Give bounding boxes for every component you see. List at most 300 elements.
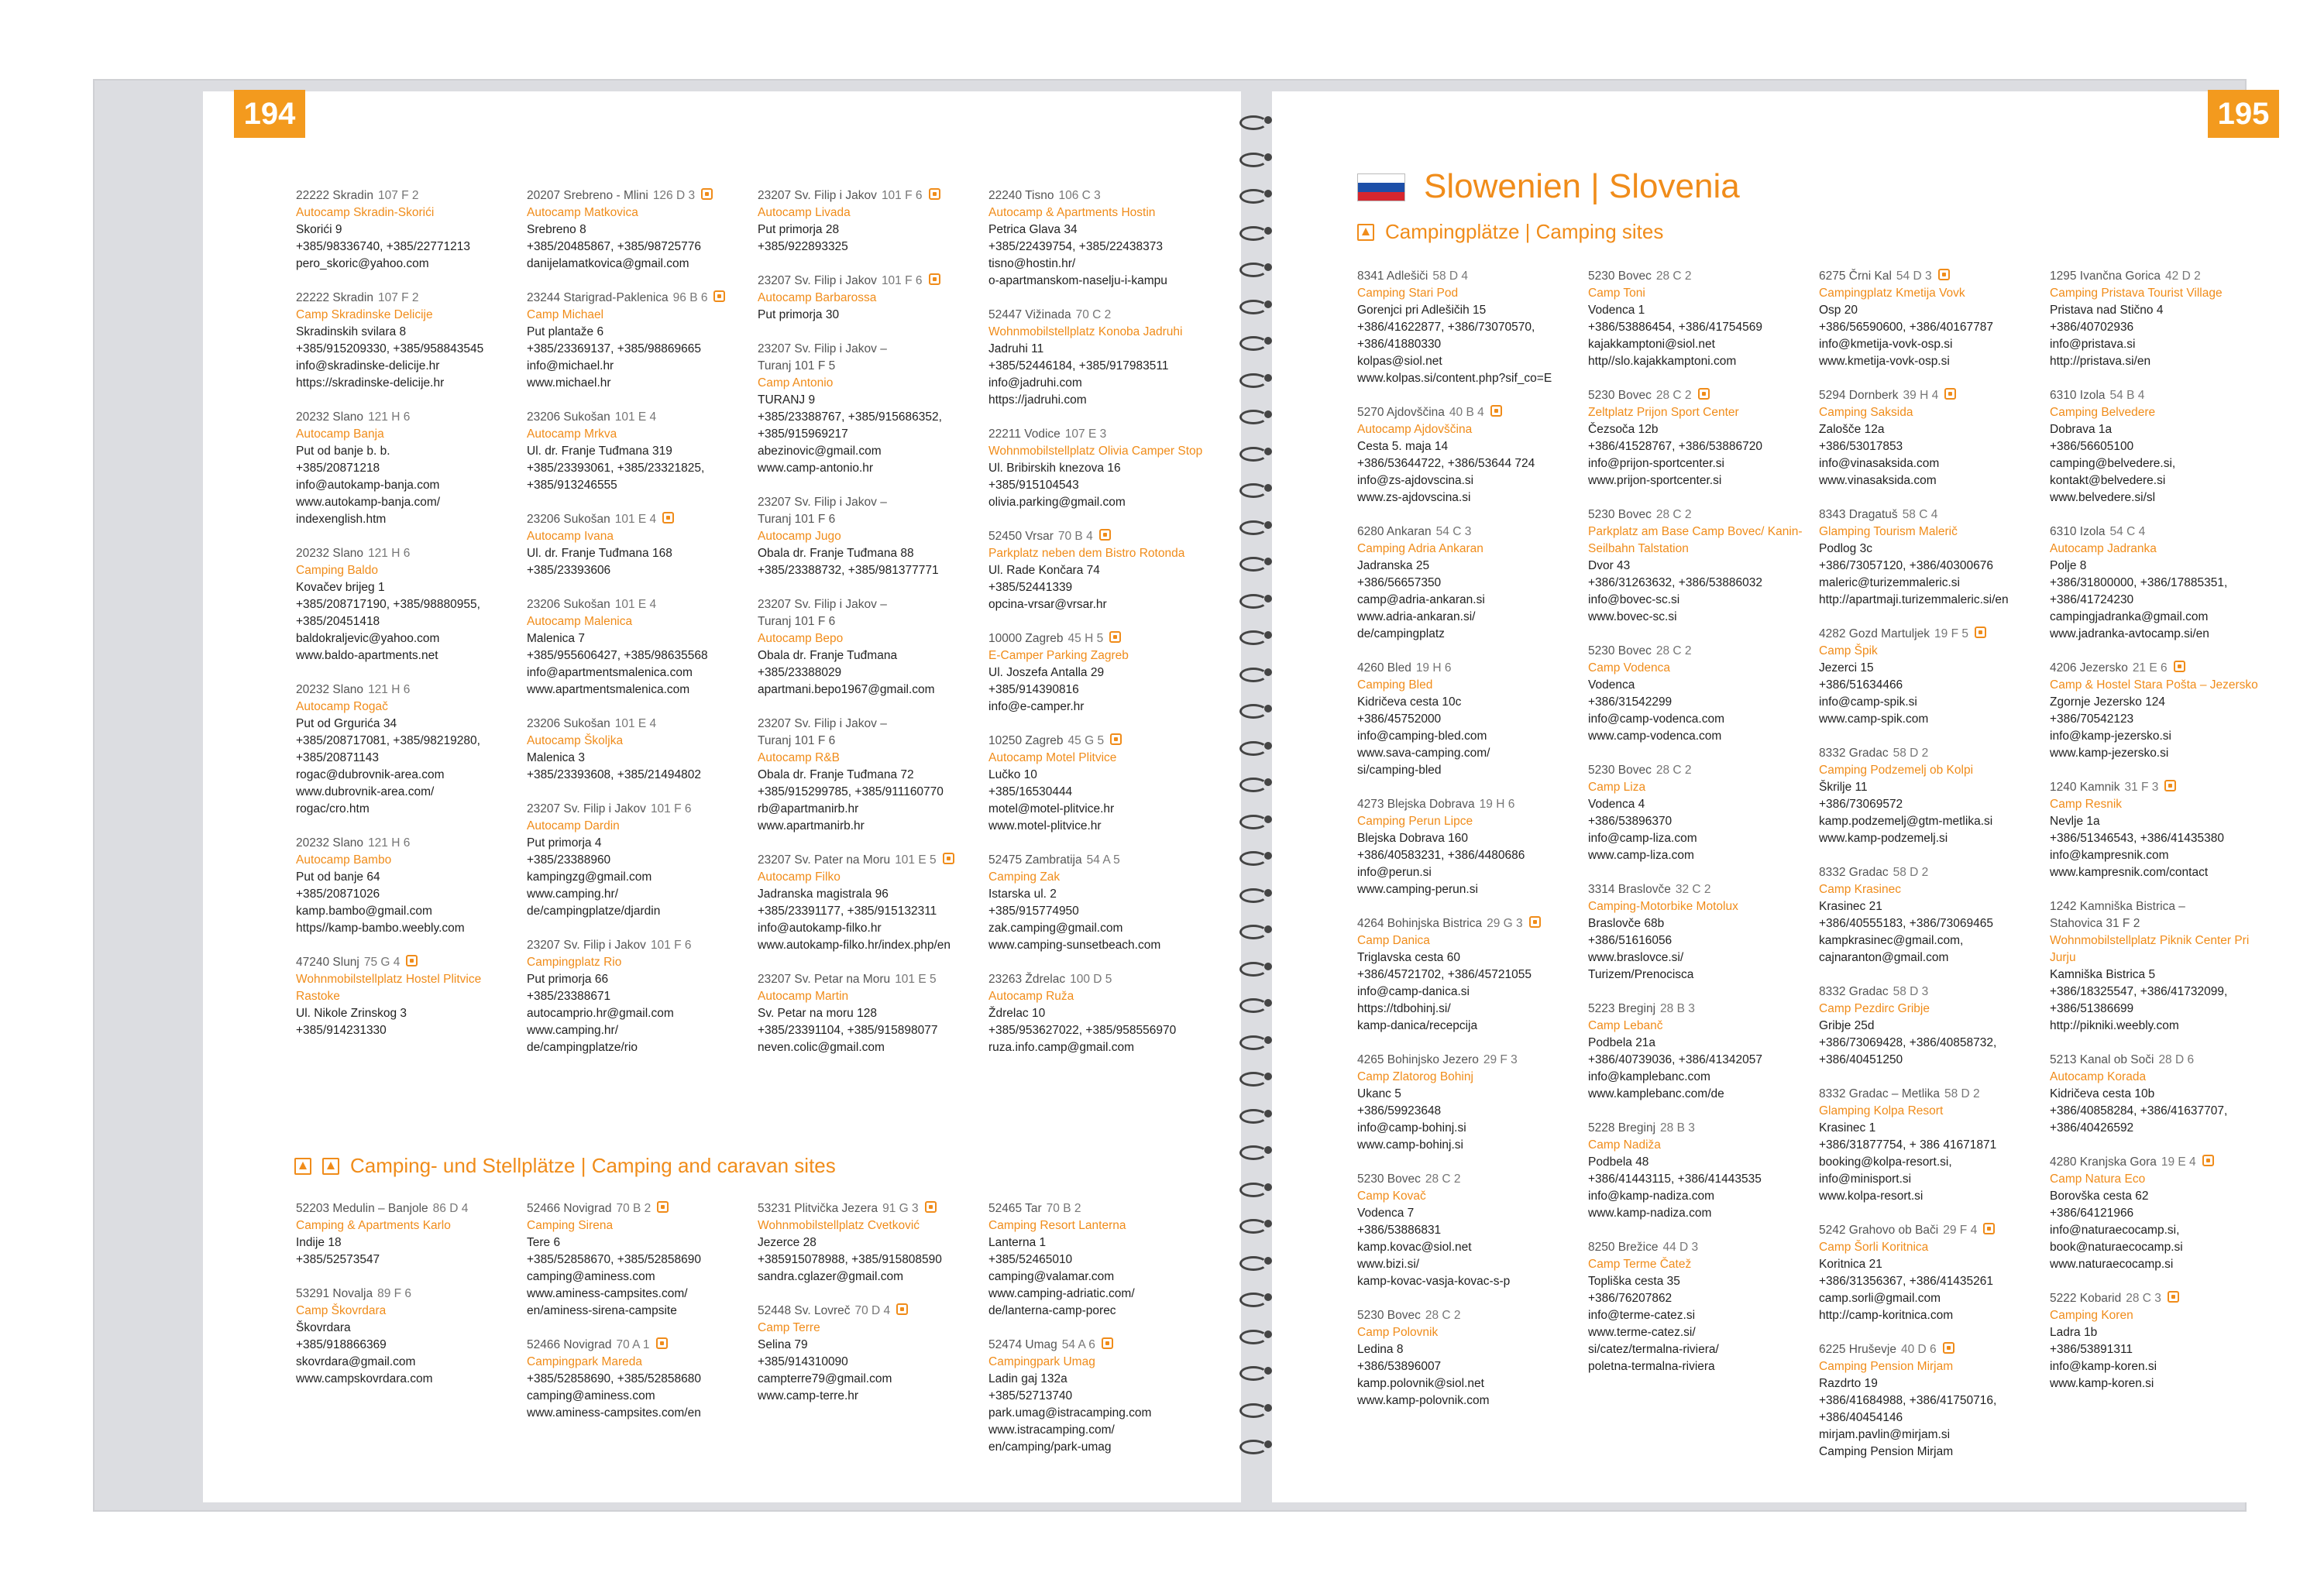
entry-line: maleric@turizemmaleric.si [1819,576,1960,589]
entry-location-cont: Turanj 101 F 5 [758,359,836,373]
entry-map-grid: 75 G 4 [363,956,401,969]
entry-line: Put plantaže 6 [527,325,604,338]
entry-line: +386/40555183, +386/73069465 [1819,917,1993,930]
list-item [1819,984,2044,1069]
entry-map-grid: 121 H 6 [368,410,411,424]
entry-line: www.camp-bohinj.si [1357,1138,1463,1152]
list-item [1819,268,2044,370]
entry-line: Borovška cesta 62 [2050,1190,2149,1203]
entry-line: Ladin gaj 132a [988,1372,1067,1385]
entry-line: kamp.polovnik@siol.net [1357,1377,1484,1390]
motorhome-icon [1490,405,1502,417]
entry-line: camping@aminess.com [527,1389,655,1402]
entry-map-grid: 29 G 3 [1487,917,1523,930]
entry-map-grid: 70 B 4 [1057,530,1093,543]
entry-line: www.belvedere.si/sl [2050,491,2156,504]
entry-line: pero_skoric@yahoo.com [296,257,429,270]
entry-name: Autocamp Jadranka [2050,542,2157,555]
entry-line: +386/64121966 [2050,1207,2134,1220]
entry-line: +386/51386699 [2050,1002,2134,1015]
entry-town: 52475 Zambratija [988,853,1082,867]
entry-name: Camp Lebanč [1588,1019,1663,1032]
entry-line: www.bovec-sc.si [1588,610,1677,623]
entry-line: info@zs-ajdovscina.si [1357,474,1474,487]
entry-line: Ul. Bribirskih knezova 16 [988,462,1121,475]
list-item [2050,898,2274,1035]
entry-line: www.autokamp-banja.com/ [296,496,441,509]
entry-location [527,801,751,818]
entry-name: Autocamp Bepo [758,632,844,645]
entry-map-grid: 28 C 2 [1655,389,1692,402]
entry-line: Podlog 3c [1819,542,1872,555]
entry-map-grid: 101 E 4 [614,410,657,424]
motorhome-icon [713,290,725,302]
entry-line: +386/40426592 [2050,1121,2134,1135]
entry-town: 4273 Blejska Dobrava [1357,798,1475,811]
entry-location [527,716,751,733]
entry-name: Autocamp Korada [2050,1070,2147,1083]
entry-line: +386/41684988, +386/41750716, [1819,1394,1997,1407]
entry-line: en/camping/park-umag [988,1440,1112,1454]
entry-line: +385/915104543 [988,479,1079,492]
list-item [1819,1341,2044,1461]
entry-name: Camping Belvedere [2050,406,2156,419]
entry-line: info@kamp-jezersko.si [2050,730,2172,743]
entry-town: 3314 Braslovče [1588,883,1671,896]
entry-town: 23207 Sv. Filip i Jakov – [758,598,887,611]
list-item [758,341,982,477]
entry-map-grid: 101 E 4 [614,598,657,611]
entry-line: Pristava nad Stično 4 [2050,304,2164,317]
entry-line: Krasinec 21 [1819,900,1882,913]
entry-line: kamp.kovac@siol.net [1357,1241,1472,1254]
entry-town: 20232 Slano [296,836,364,850]
entry-line: +385/20485867, +385/98725776 [527,240,701,253]
entry-location [296,545,521,562]
binding-ring [1239,1399,1274,1418]
section-title: Camping- und Stellplätze | Camping and caravan sites [350,1154,836,1177]
list-item [296,954,521,1039]
list-item [527,937,751,1056]
entry-line: +386/41622877, +386/73070570, [1357,321,1535,334]
entry-line: Istarska ul. 2 [988,887,1057,901]
entry-town: 23263 Ždrelac [988,973,1066,986]
left-column-1 [296,187,521,1056]
entry-line: Malenica 3 [527,751,585,764]
list-item [2050,779,2274,881]
entry-location [1588,387,1813,404]
entry-name: Camp Terre [758,1321,820,1334]
entry-map-grid: 54 B 4 [2109,389,2145,402]
list-item [758,1200,982,1286]
entry-line: info@naturaecocamp.si, [2050,1224,2180,1237]
entry-name: Wohnmobilstellplatz Hostel Plitvice Rastoke [296,973,482,1003]
entry-line: Obala dr. Franje Tuđmana [758,649,898,662]
right-column-2 [1588,268,1813,1392]
list-item [527,1200,751,1320]
entry-line: +386/51634466 [1819,678,1903,692]
entry-town: 23206 Sukošan [527,717,610,730]
list-item [296,1286,521,1388]
entry-name: Autocamp Livada [758,206,851,219]
entry-line: www.zs-ajdovscina.si [1357,491,1471,504]
entry-location [296,1200,521,1217]
entry-line: info@kmetija-vovk-osp.si [1819,338,1953,351]
entry-town: 23207 Sv. Filip i Jakov [527,939,646,952]
entry-line: +385/52465010 [988,1253,1073,1266]
binding-ring [1239,811,1274,829]
entry-map-grid: 28 C 3 [2126,1292,2161,1305]
entry-line: www.michael.hr [527,376,611,390]
entry-line: +386/31877754, + 386 41671871 [1819,1138,1997,1152]
entry-line: Gorenjci pri Adlešičih 15 [1357,304,1487,317]
entry-line: www.motel-plitvice.hr [988,819,1102,833]
entry-town: 52203 Medulin – Banjole [296,1202,428,1215]
entry-line: +385/915209330, +385/958843545 [296,342,484,355]
entry-line: Put od banje b. b. [296,445,390,458]
entry-line: +386/40739036, +386/41342057 [1588,1053,1762,1066]
entry-map-grid: 32 C 2 [1675,883,1711,896]
motorhome-icon [701,188,713,200]
binding-ring [1239,1436,1274,1454]
entry-map-grid: 54 C 4 [2109,525,2146,538]
entry-location [2050,268,2274,285]
entry-town: 5230 Bovec [1588,644,1652,657]
entry-map-grid: 58 C 4 [1902,508,1938,521]
entry-line: camp@adria-ankaran.si [1357,593,1485,606]
entry-name: Camping Stari Pod [1357,287,1459,300]
entry-name: Camp Vodenca [1588,661,1670,675]
entry-name: Autocamp Jugo [758,530,841,543]
entry-location [1357,1307,1582,1324]
entry-location [527,1337,751,1354]
motorhome-icon [2202,1155,2214,1166]
entry-town: 23207 Sv. Filip i Jakov – [758,342,887,355]
entry-line: Ul. dr. Franje Tuđmana 319 [527,445,672,458]
entry-line: http://apartmaji.turizemmaleric.si/en [1819,593,2009,606]
entry-line: +386/56605100 [2050,440,2134,453]
entry-map-grid: 106 C 3 [1058,189,1101,202]
entry-line: +386/41880330 [1357,338,1442,351]
entry-location [527,596,751,613]
entry-map-grid: 70 C 2 [1075,308,1112,321]
entry-location [296,681,521,699]
entry-map-grid: 101 F 6 [881,274,923,287]
binding-ring [1239,884,1274,903]
entry-line: de/campingplatze/djardin [527,905,661,918]
list-item [2050,660,2274,762]
entry-name: Campingplatz Kmetija Vovk [1819,287,1965,300]
entry-location-cont: Turanj 101 F 6 [758,513,836,526]
entry-map-grid: 28 C 2 [1655,508,1692,521]
entry-line: Kamniška Bistrica 5 [2050,968,2156,981]
entry-location [2050,387,2274,404]
entry-location [1588,762,1813,779]
entry-map-grid: 107 E 3 [1064,427,1107,441]
entry-line: Dobrava 1a [2050,423,2113,436]
entry-name: Camp Resnik [2050,798,2123,811]
entry-line: +385/208717081, +385/98219280, [296,734,480,747]
entry-line: Ul. dr. Franje Tuđmana 168 [527,547,672,560]
section-title: Campingplätze | Camping sites [1385,220,1664,243]
entry-line: booking@kolpa-resort.si, [1819,1155,1952,1169]
left-column-4 [988,187,1213,1073]
entry-location [1819,268,2044,285]
entry-line: www.camp-spik.com [1819,712,1929,726]
entry-line: Dvor 43 [1588,559,1631,572]
entry-line: Kidričeva cesta 10b [2050,1087,2155,1100]
entry-line: +385/23393606 [527,564,611,577]
entry-line: abezinovic@gmail.com [758,445,882,458]
entry-line: www.kmetija-vovk-osp.si [1819,355,1950,368]
list-item [988,630,1213,716]
entry-map-grid: 40 D 6 [1900,1343,1937,1356]
entry-line: +386/73069572 [1819,798,1903,811]
entry-line: +386/31800000, +386/17885351, [2050,576,2228,589]
entry-name: Camping Podzemelj ob Kolpi [1819,764,1974,777]
entry-line: zak.camping@gmail.com [988,922,1123,935]
entry-location [296,1286,521,1303]
page-number-right: 195 [2208,90,2279,138]
entry-name: Camp Pezdirc Gribje [1819,1002,1930,1015]
entry-line: Polje 8 [2050,559,2087,572]
list-item [1588,506,1813,626]
motorhome-icon [2164,780,2176,791]
entry-name: Camp Antonio [758,376,834,390]
entry-line: www.kamp-koren.si [2050,1377,2154,1390]
entry-location [527,290,751,307]
list-item [2050,1154,2274,1273]
entry-line: www.apartmentsmalenica.com [527,683,690,696]
entry-line: olivia.parking@gmail.com [988,496,1126,509]
binding-ring [1239,479,1274,498]
entry-line: camp.sorli@gmail.com [1819,1292,1941,1305]
binding-ring [1239,222,1274,241]
entry-map-grid: 54 A 5 [1086,853,1120,867]
entry-line: baldokraljevic@yahoo.com [296,632,440,645]
entry-name: Wohnmobilstellplatz Olivia Camper Stop [988,445,1203,458]
entry-name: Autocamp Mrkva [527,427,617,441]
entry-town: 52448 Sv. Lovreč [758,1304,851,1317]
entry-location [2050,779,2274,796]
entry-line: autocamprio.hr@gmail.com [527,1007,674,1020]
entry-line: info@bovec-sc.si [1588,593,1680,606]
binding-ring [1239,1179,1274,1197]
entry-location-cont: Turanj 101 F 6 [758,734,836,747]
entry-town: 52465 Tar [988,1202,1042,1215]
entry-town: 52447 Vižinada [988,308,1071,321]
entry-line: http://camp-koritnica.com [1819,1309,1954,1322]
entry-name: Camp Špik [1819,644,1878,657]
entry-location [988,1200,1213,1217]
entry-location [988,187,1213,204]
entry-location [527,187,751,204]
entry-map-grid: 39 H 4 [1903,389,1939,402]
entry-town: 52466 Novigrad [527,1202,612,1215]
entry-location [758,716,982,733]
entry-map-grid: 91 G 3 [882,1202,919,1215]
motorhome-icon [1698,388,1710,400]
entry-line: Put od Grgurića 34 [296,717,397,730]
entry-name: Camping-Motorbike Motolux [1588,900,1738,913]
entry-town: 5213 Kanal ob Soči [2050,1053,2154,1066]
entry-line: +385/23388767, +385/915686352, [758,410,942,424]
entry-location [1819,387,2044,404]
list-item [296,835,521,937]
list-item [296,681,521,818]
entry-map-grid: 44 D 3 [1662,1241,1699,1254]
entry-line: info@camp-vodenca.com [1588,712,1724,726]
entry-town: 5222 Kobarid [2050,1292,2122,1305]
entry-line: +386/40451250 [1819,1053,1903,1066]
entry-location [1819,984,2044,1001]
list-item [1819,626,2044,728]
entry-line: www.braslovce.si/ [1588,951,1684,964]
motorhome-icon [657,1201,669,1213]
entry-town: 5230 Bovec [1357,1309,1421,1322]
entry-location [988,426,1213,443]
entry-town: 47240 Slunj [296,956,359,969]
entry-line: Malenica 7 [527,632,585,645]
entry-line: www.camping.hr/ [527,1024,619,1037]
motorhome-icon [1983,1223,1995,1234]
entry-map-grid: 70 D 4 [854,1304,891,1317]
entry-line: www.kamplebanc.com/de [1588,1087,1724,1100]
entry-town: 20232 Slano [296,410,364,424]
entry-line: +385/23388732, +385/981377771 [758,564,939,577]
entry-line: Lučko 10 [988,768,1037,781]
entry-line: www.kamp-podzemelj.si [1819,832,1948,845]
motorhome-icon [1529,916,1541,928]
binding-ring [1239,994,1274,1013]
motorhome-icon [656,1337,668,1349]
entry-name: Autocamp Bambo [296,853,392,867]
entry-line: Put od banje 64 [296,870,380,884]
entry-town: 5242 Grahovo ob Bači [1819,1224,1939,1237]
entry-map-grid: 86 D 4 [432,1202,469,1215]
entry-line: +386/53017853 [1819,440,1903,453]
entry-line: Put primorja 28 [758,223,840,236]
list-item [988,307,1213,409]
entry-map-grid: 70 B 2 [1046,1202,1081,1215]
entry-line: +386/40583231, +386/4480686 [1357,849,1525,862]
entry-line: www.dubrovnik-area.com/ [296,785,435,798]
entry-line: +386/53896370 [1588,815,1673,828]
entry-location [2050,1290,2274,1307]
binding-ring [1239,627,1274,645]
entry-location [1819,506,2044,524]
entry-name: Camp Krasinec [1819,883,1901,896]
entry-map-grid: 126 D 3 [652,189,696,202]
motorhome-icon [943,853,954,864]
list-item [1819,745,2044,847]
entry-line: kamp.podzemelj@gtm-metlika.si [1819,815,1993,828]
binding-ring [1239,185,1274,204]
entry-name: Wohnmobilstellplatz Cvetković [758,1219,920,1232]
entry-line: +385/953627022, +385/958556970 [988,1024,1177,1037]
entry-map-grid: 28 C 2 [1655,764,1692,777]
entry-line: http://pristava.si/en [2050,355,2151,368]
section-heading-caravan [294,1154,836,1178]
binding-ring [1239,296,1274,314]
entry-map-grid: 31 F 3 [2124,781,2159,794]
entry-name: Autocamp & Apartments Hostin [988,206,1156,219]
entry-line: +386/45752000 [1357,712,1442,726]
entry-line: +386/73069428, +386/40858732, [1819,1036,1997,1049]
list-item [1819,1222,2044,1324]
entry-line: Indije 18 [296,1236,342,1249]
entry-line: +386/41443115, +386/41443535 [1588,1172,1762,1186]
entry-line: Gribje 25d [1819,1019,1875,1032]
entry-name: Camp Toni [1588,287,1645,300]
entry-town: 23206 Sukošan [527,513,610,526]
entry-line: info@vinasaksida.com [1819,457,1940,470]
motorhome-icon [925,1201,937,1213]
caravan-column-1 [296,1200,521,1405]
binding-ring [1239,1142,1274,1160]
entry-line: +386/41724230 [2050,593,2134,606]
entry-line: info@kamplebanc.com [1588,1070,1710,1083]
entry-line: +385/922893325 [758,240,848,253]
binding-ring [1239,1105,1274,1124]
binding-ring [1239,1068,1274,1087]
entry-line: www.aminess-campsites.com/en [527,1406,701,1420]
entry-line: +386/40858284, +386/41637707, [2050,1104,2228,1118]
entry-town: 22240 Tisno [988,189,1054,202]
entry-name: Camping Adria Ankaran [1357,542,1483,555]
list-item [1588,643,1813,745]
entry-line: +385/208717190, +385/98880955, [296,598,480,611]
entry-line: info@jadruhi.com [988,376,1082,390]
entry-map-grid: 101 F 6 [881,189,923,202]
entry-line: info@camp-liza.com [1588,832,1697,845]
entry-town: 23207 Sv. Filip i Jakov [758,274,877,287]
list-item [296,187,521,273]
binding-ring [1239,737,1274,756]
entry-name: E-Camper Parking Zagreb [988,649,1129,662]
entry-map-grid: 121 H 6 [368,547,411,560]
entry-name: Camp Skradinske Delicije [296,308,433,321]
binding-ring [1239,1326,1274,1344]
binding-ring [1239,1289,1274,1307]
entry-name: Autocamp Rogač [296,700,388,713]
entry-name: Wohnmobilstellplatz Piknik Center Pri Jurju [2050,934,2250,964]
list-item [758,187,982,256]
entry-line: +386/31263632, +386/53886032 [1588,576,1762,589]
entry-town: 4264 Bohinjska Bistrica [1357,917,1483,930]
entry-line: info@e-camper.hr [988,700,1085,713]
list-item [988,852,1213,954]
entry-line: Nevlje 1a [2050,815,2100,828]
list-item [1357,1307,1582,1409]
entry-map-grid: 28 D 6 [2158,1053,2195,1066]
entry-line: opcina-vrsar@vrsar.hr [988,598,1107,611]
entry-map-grid: 58 D 3 [1893,985,1929,998]
caravan-column-3 [758,1200,982,1422]
entry-line: rogac@dubrovnik-area.com [296,768,445,781]
entry-location [988,733,1213,750]
entry-location [296,290,521,307]
entry-name: Autocamp Matkovica [527,206,638,219]
entry-map-grid: 28 C 2 [1425,1172,1461,1186]
entry-town: 5230 Bovec [1588,764,1652,777]
entry-line: Razdrto 19 [1819,1377,1878,1390]
list-item [527,187,751,273]
entry-line: neven.colic@gmail.com [758,1041,885,1054]
entry-map-grid: 101 E 4 [614,717,657,730]
entry-line: Vodenca 1 [1588,304,1645,317]
entry-town: 23244 Starigrad-Paklenica [527,291,669,304]
